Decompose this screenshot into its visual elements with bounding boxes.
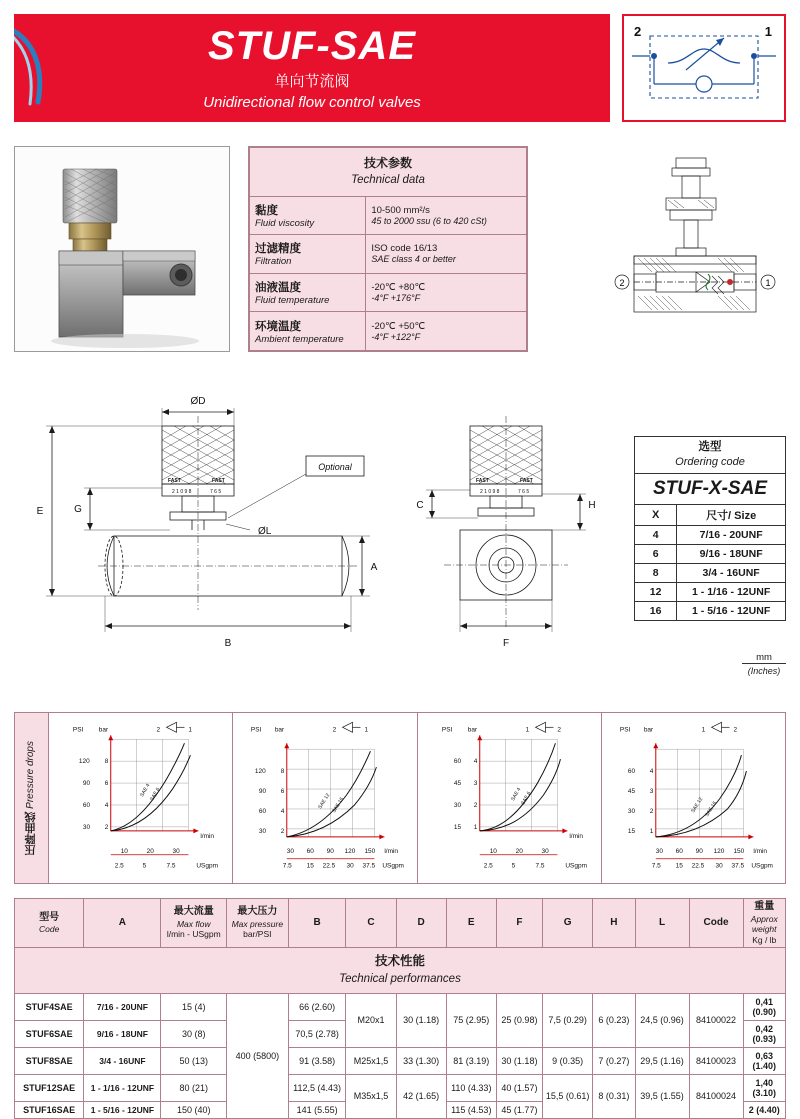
svg-text:37.5: 37.5 <box>362 862 376 870</box>
chart-2-xlabel-usgpm: USgpm <box>382 862 405 870</box>
svg-text:120: 120 <box>344 847 356 855</box>
pressure-drops-label-en: Pressure drops <box>25 740 37 809</box>
svg-text:3: 3 <box>649 788 654 796</box>
table-row <box>635 582 786 601</box>
row-0-maxflow: 15 (4) <box>161 993 227 1020</box>
row-2-weight: 0,63 (1.40) <box>743 1047 786 1074</box>
technical-performance-table <box>14 898 786 1119</box>
svg-text:60: 60 <box>453 758 461 766</box>
ordering-x-8: 8 <box>635 563 677 582</box>
pressure-drops-label <box>15 713 49 883</box>
svg-text:2.5: 2.5 <box>114 862 124 870</box>
col-g: G <box>543 899 593 948</box>
ordering-title-cn: 选型 <box>698 441 722 453</box>
row-0-h: 6 (0.23) <box>593 993 635 1047</box>
performance-title <box>15 948 786 993</box>
svg-text:7.5: 7.5 <box>651 862 661 870</box>
chart-4-flow-arrow: 1 <box>701 726 705 734</box>
chart-3-flow-arrow: 1 <box>525 726 529 734</box>
row-0-b: 66 (2.60) <box>288 993 346 1020</box>
chart-1-series-sae4: SAE 4 <box>140 783 152 799</box>
svg-text:120: 120 <box>78 758 90 766</box>
chart-3-ylabel-bar: bar <box>467 726 477 734</box>
svg-text:1: 1 <box>188 726 193 734</box>
symbol-port-2-label: 2 <box>634 24 642 39</box>
svg-text:20: 20 <box>146 847 154 855</box>
row-2-ordercode: 84100023 <box>689 1047 743 1074</box>
ambient-temp-label-cn: 环境温度 <box>255 320 301 333</box>
technical-data-title-cn: 技术参数 <box>363 155 412 170</box>
row-2-code: STUF8SAE <box>15 1047 84 1074</box>
chart-2-ylabel-bar: bar <box>275 726 285 734</box>
ordering-size-16: 1 - 5/16 - 12UNF <box>677 601 786 620</box>
svg-text:60: 60 <box>627 768 635 776</box>
dim-label-e: E <box>36 506 44 517</box>
svg-text:2: 2 <box>556 726 561 734</box>
brand-swoosh-icon <box>14 14 60 122</box>
col-ordercode: Code <box>689 899 743 948</box>
row-4-a: 1 - 5/16 - 12UNF <box>84 1101 161 1118</box>
col-b: B <box>288 899 346 948</box>
svg-text:FAST: FAST <box>476 478 489 484</box>
svg-text:7.5: 7.5 <box>535 862 545 870</box>
col-l: L <box>635 899 689 948</box>
svg-text:30: 30 <box>453 801 461 809</box>
row-3-b: 112,5 (4.43) <box>288 1074 346 1101</box>
svg-text:7.5: 7.5 <box>166 862 176 870</box>
svg-text:30: 30 <box>287 847 295 855</box>
row-4-weight: 2 (4.40) <box>743 1101 786 1118</box>
svg-text:15: 15 <box>675 862 683 870</box>
svg-text:1: 1 <box>364 726 369 734</box>
row-0-l: 24,5 (0.96) <box>635 993 689 1047</box>
product-photo <box>14 146 230 352</box>
technical-data-table <box>248 146 528 352</box>
performance-title-cn: 技术性能 <box>374 954 425 969</box>
ambient-temp-label-en: Ambient temperature <box>255 333 344 345</box>
svg-text:15: 15 <box>306 862 315 870</box>
svg-text:10: 10 <box>120 847 128 855</box>
svg-text:45: 45 <box>453 780 461 788</box>
svg-text:2: 2 <box>104 823 109 831</box>
tech-row-label <box>250 196 366 235</box>
row-2-g: 9 (0.35) <box>543 1047 593 1074</box>
row-1-b: 70,5 (2.78) <box>288 1020 346 1047</box>
table-header-row <box>15 899 786 948</box>
svg-text:6: 6 <box>281 788 285 796</box>
row-2-b: 91 (3.58) <box>288 1047 346 1074</box>
row-3-ordercode: 84100024 <box>689 1074 743 1118</box>
col-maxflow: 最大流量 Max flow l/min - USgpm <box>161 899 227 948</box>
ordering-code-value: STUF-X-SAE <box>635 473 786 504</box>
row-3-maxflow: 80 (21) <box>161 1074 227 1101</box>
row-1-a: 9/16 - 18UNF <box>84 1020 161 1047</box>
row-0-d: 30 (1.18) <box>396 993 446 1047</box>
row-3-h: 8 (0.31) <box>593 1074 635 1118</box>
tech-row-value: 10-500 mm²/s 45 to 2000 ssu (6 to 420 cSt) <box>366 196 527 235</box>
page-title: STUF-SAE <box>208 23 416 68</box>
page-header <box>14 14 610 122</box>
row-2-c: M25x1,5 <box>346 1047 396 1074</box>
chart-2-xlabel-lmin: l/min <box>384 847 399 855</box>
row-2-maxflow: 50 (13) <box>161 1047 227 1074</box>
svg-text:2: 2 <box>733 726 737 734</box>
table-row <box>250 196 527 235</box>
tech-row-label <box>250 273 366 312</box>
svg-text:2.5: 2.5 <box>483 862 493 870</box>
svg-text:150: 150 <box>733 847 745 855</box>
svg-text:30: 30 <box>82 823 91 831</box>
svg-text:22.5: 22.5 <box>691 862 704 870</box>
row-1-weight: 0,42 (0.93) <box>743 1020 786 1047</box>
chart-4-xlabel-usgpm: USgpm <box>751 862 773 870</box>
col-e: E <box>446 899 496 948</box>
chart-3 <box>418 713 602 883</box>
svg-text:1: 1 <box>649 827 654 835</box>
col-h: H <box>593 899 635 948</box>
row-3-f: 40 (1.57) <box>496 1074 542 1101</box>
svg-text:FAST: FAST <box>212 478 225 484</box>
table-row <box>635 544 786 563</box>
svg-text:60: 60 <box>82 801 91 809</box>
table-row <box>15 1047 786 1074</box>
chart-4-series-sae12: SAE 12 <box>690 797 705 814</box>
performance-title-en: Technical performances <box>339 973 461 986</box>
svg-text:5: 5 <box>142 862 147 870</box>
chart-4 <box>602 713 785 883</box>
row-3-c: M35x1,5 <box>346 1074 396 1118</box>
row-0-e: 75 (2.95) <box>446 993 496 1047</box>
chart-2-series-sae16: SAE 16 <box>332 797 346 814</box>
col-maxpressure: 最大压力 Max pressure bar/PSI <box>227 899 289 948</box>
ordering-col-size: 尺寸/ Size <box>677 504 786 525</box>
table-row <box>635 525 786 544</box>
knob-scale-left-2: 2 1 0 9 8 <box>480 489 500 495</box>
svg-text:90: 90 <box>259 788 267 796</box>
svg-text:60: 60 <box>306 847 315 855</box>
chart-1-flow-arrow: 2 <box>156 726 161 734</box>
units-note <box>742 652 786 676</box>
ordering-x-6: 6 <box>635 544 677 563</box>
svg-text:120: 120 <box>713 847 725 855</box>
chart-1 <box>49 713 233 883</box>
svg-text:30: 30 <box>655 847 663 855</box>
col-weight: 重量 Approx weight Kg / lb <box>743 899 786 948</box>
svg-text:60: 60 <box>675 847 683 855</box>
tech-row-value: ISO code 16/13 SAE class 4 or better <box>366 235 527 274</box>
chart-1-series-sae6: SAE 6 <box>149 787 162 802</box>
svg-text:2: 2 <box>649 807 654 815</box>
chart-1-ylabel-bar: bar <box>98 726 109 734</box>
row-1-code: STUF6SAE <box>15 1020 84 1047</box>
ordering-x-16: 16 <box>635 601 677 620</box>
svg-text:6: 6 <box>104 780 109 788</box>
row-0-c: M20x1 <box>346 993 396 1047</box>
row-3-weight: 1,40 (3.10) <box>743 1074 786 1101</box>
ordering-x-12: 12 <box>635 582 677 601</box>
fluid-viscosity-label-cn: 黏度 <box>255 204 278 217</box>
page-subtitle-en: Unidirectional flow control valves <box>203 93 421 111</box>
row-3-d: 42 (1.65) <box>396 1074 446 1118</box>
chart-3-xlabel-usgpm: USgpm <box>564 862 587 870</box>
table-row <box>635 563 786 582</box>
dim-label-od: ØD <box>190 396 206 407</box>
svg-text:90: 90 <box>82 780 91 788</box>
chart-1-xlabel-usgpm: USgpm <box>196 862 218 870</box>
svg-text:37.5: 37.5 <box>731 862 744 870</box>
dim-label-ol: ØL <box>258 526 272 537</box>
col-code: 型号 Code <box>15 899 84 948</box>
svg-text:8: 8 <box>281 768 285 776</box>
chart-2-series-sae12: SAE 12 <box>318 793 332 811</box>
svg-text:15: 15 <box>627 827 635 835</box>
fluid-viscosity-label-en: Fluid viscosity <box>255 217 315 229</box>
svg-text:7.5: 7.5 <box>283 862 293 870</box>
svg-text:4: 4 <box>104 801 109 809</box>
ordering-header <box>635 437 786 474</box>
row-4-code: STUF16SAE <box>15 1101 84 1118</box>
section-port-1-label: 1 <box>765 278 771 288</box>
tech-row-value: -20℃ +50℃ -4°F +122°F <box>366 312 527 351</box>
row-3-l: 39,5 (1.55) <box>635 1074 689 1118</box>
svg-text:10: 10 <box>489 847 497 855</box>
dim-label-c: C <box>416 500 424 511</box>
table-row <box>15 993 786 1020</box>
svg-text:4: 4 <box>649 768 654 776</box>
svg-text:3: 3 <box>473 780 477 788</box>
chart-4-series-sae16: SAE 16 <box>704 801 718 818</box>
chart-4-ylabel-bar: bar <box>643 726 653 734</box>
svg-text:20: 20 <box>515 847 523 855</box>
knob-scale-left: 2 1 0 9 8 <box>172 489 192 495</box>
fluid-temp-label-en: Fluid temperature <box>255 295 330 307</box>
svg-text:22.5: 22.5 <box>322 862 336 870</box>
row-2-d: 33 (1.30) <box>396 1047 446 1074</box>
row-2-l: 29,5 (1.16) <box>635 1047 689 1074</box>
chart-1-ylabel-psi: PSI <box>72 726 84 734</box>
units-inches: (Inches) <box>747 666 781 676</box>
svg-text:45: 45 <box>627 788 635 796</box>
svg-text:FAST: FAST <box>168 478 181 484</box>
dim-label-f: F <box>502 638 510 649</box>
optional-callout-label: Optional <box>318 462 352 472</box>
ordering-col-x: X <box>635 504 677 525</box>
row-3-code: STUF12SAE <box>15 1074 84 1101</box>
chart-2-flow-arrow: 2 <box>332 726 337 734</box>
row-4-e: 115 (4.53) <box>446 1101 496 1118</box>
chart-2 <box>233 713 417 883</box>
ordering-size-12: 1 - 1/16 - 12UNF <box>677 582 786 601</box>
svg-text:30: 30 <box>540 847 549 855</box>
dim-label-a: A <box>370 562 378 573</box>
pressure-drops-label-cn: 压降曲线 <box>25 811 38 856</box>
svg-text:1: 1 <box>473 823 477 831</box>
row-0-code: STUF4SAE <box>15 993 84 1020</box>
svg-text:15: 15 <box>453 823 461 831</box>
svg-text:5: 5 <box>511 862 515 870</box>
svg-text:30: 30 <box>259 827 267 835</box>
knob-scale-right: 7 6 5 <box>210 489 222 495</box>
filtration-label-cn: 过滤精度 <box>255 243 301 256</box>
chart-2-ylabel-psi: PSI <box>251 726 262 734</box>
row-4-maxflow: 150 (40) <box>161 1101 227 1118</box>
col-c: C <box>346 899 396 948</box>
table-row <box>250 273 527 312</box>
ordering-x-4: 4 <box>635 525 677 544</box>
svg-text:2: 2 <box>473 801 477 809</box>
dim-label-h: H <box>588 500 596 511</box>
svg-text:30: 30 <box>346 862 354 870</box>
col-f: F <box>496 899 542 948</box>
ordering-title-en: Ordering code <box>675 455 745 468</box>
svg-text:2: 2 <box>281 827 285 835</box>
symbol-port-1-label: 1 <box>764 24 772 39</box>
svg-text:8: 8 <box>104 758 109 766</box>
filtration-label-en: Filtration <box>255 256 292 268</box>
svg-text:4: 4 <box>281 807 285 815</box>
page-subtitle-cn: 单向节流阀 <box>274 72 350 90</box>
row-2-a: 3/4 - 16UNF <box>84 1047 161 1074</box>
max-pressure-value: 400 (5800) <box>227 993 289 1118</box>
svg-text:30: 30 <box>172 847 180 855</box>
row-1-maxflow: 30 (8) <box>161 1020 227 1047</box>
svg-text:150: 150 <box>364 847 376 855</box>
svg-text:FAST: FAST <box>520 478 533 484</box>
pressure-drop-section <box>14 712 786 884</box>
svg-text:90: 90 <box>695 847 703 855</box>
svg-text:120: 120 <box>255 768 266 776</box>
chart-3-series-sae4: SAE 4 <box>510 787 522 802</box>
chart-4-ylabel-psi: PSI <box>619 726 631 734</box>
row-2-h: 7 (0.27) <box>593 1047 635 1074</box>
section-drawing <box>600 146 790 352</box>
ordering-code-table <box>634 436 786 621</box>
chart-1-xlabel-lmin: l/min <box>200 832 215 840</box>
row-3-a: 1 - 1/16 - 12UNF <box>84 1074 161 1101</box>
row-0-g: 7,5 (0.29) <box>543 993 593 1047</box>
row-4-f: 45 (1.77) <box>496 1101 542 1118</box>
row-0-ordercode: 84100022 <box>689 993 743 1047</box>
tech-row-label <box>250 235 366 274</box>
units-mm: mm <box>756 652 772 663</box>
dim-label-b: B <box>224 638 232 649</box>
svg-text:30: 30 <box>627 807 635 815</box>
svg-text:4: 4 <box>473 758 477 766</box>
chart-3-series-sae6: SAE 6 <box>520 791 532 806</box>
col-d: D <box>396 899 446 948</box>
chart-3-ylabel-psi: PSI <box>441 726 452 734</box>
table-row <box>250 235 527 274</box>
fluid-temp-label-cn: 油液温度 <box>255 282 301 295</box>
ordering-size-8: 3/4 - 16UNF <box>677 563 786 582</box>
section-port-2-label: 2 <box>619 278 625 288</box>
svg-text:60: 60 <box>259 807 267 815</box>
row-0-f: 25 (0.98) <box>496 993 542 1047</box>
tech-row-label <box>250 312 366 351</box>
row-3-e: 110 (4.33) <box>446 1074 496 1101</box>
row-2-e: 81 (3.19) <box>446 1047 496 1074</box>
table-row <box>635 601 786 620</box>
row-2-f: 30 (1.18) <box>496 1047 542 1074</box>
knob-scale-right-2: 7 6 5 <box>518 489 530 495</box>
row-4-b: 141 (5.55) <box>288 1101 346 1118</box>
tech-row-value: -20℃ +80℃ -4°F +176°F <box>366 273 527 312</box>
row-3-g: 15,5 (0.61) <box>543 1074 593 1118</box>
chart-4-xlabel-lmin: l/min <box>753 847 767 855</box>
row-0-a: 7/16 - 20UNF <box>84 993 161 1020</box>
col-a: A <box>84 899 161 948</box>
row-0-weight: 0,41 (0.90) <box>743 993 786 1020</box>
hydraulic-symbol-box <box>622 14 786 122</box>
technical-data-title-en: Technical data <box>351 174 425 187</box>
svg-text:30: 30 <box>715 862 723 870</box>
svg-text:90: 90 <box>326 847 335 855</box>
technical-data-header <box>250 148 527 197</box>
ordering-size-6: 9/16 - 18UNF <box>677 544 786 563</box>
dim-label-g: G <box>74 504 82 515</box>
table-row <box>15 1074 786 1101</box>
ordering-size-4: 7/16 - 20UNF <box>677 525 786 544</box>
dimension-drawings <box>14 378 626 698</box>
table-row <box>250 312 527 351</box>
chart-3-xlabel-lmin: l/min <box>568 832 583 840</box>
